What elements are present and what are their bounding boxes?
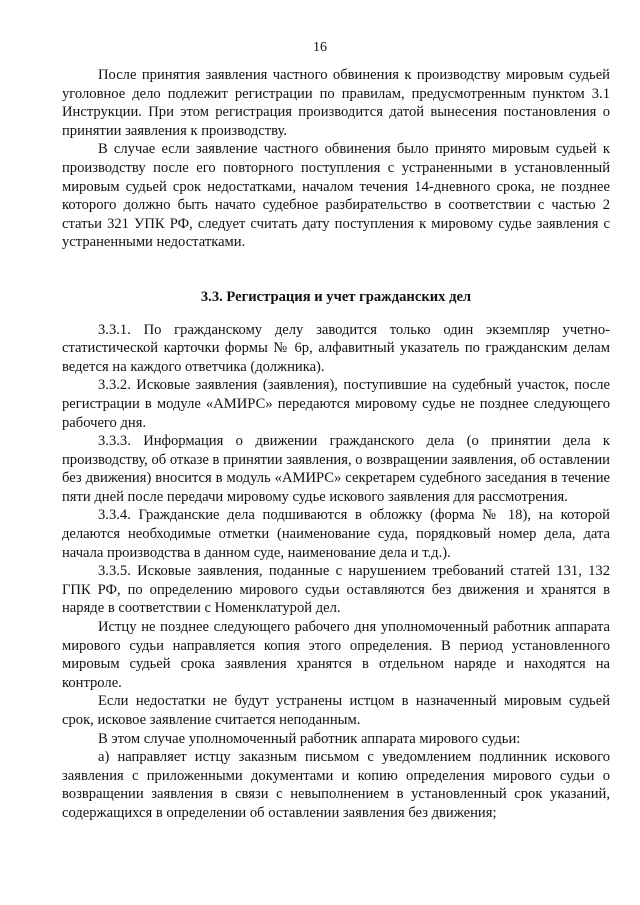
paragraph: В случае если заявление частного обвинения было принято мировым судьей к производству после его повторного поступления с устраненными в установленный мировым судьей срок недостатками, началом течения 14-дневного срока, не позднее которого должно быть начато судебное разбирательство в соответствии с частью 2 статьи 321 УПК РФ, следует считать дату поступления к мировому судье заявления с устраненными недостатками.	[62, 141, 610, 251]
paragraph: 3.3.1. По гражданскому делу заводится только один экземпляр учетно-статистической карточки формы № 6р, алфавитный указатель по гражданским делам ведется на каждого ответчика (должника).	[62, 321, 610, 375]
paragraph: В этом случае уполномоченный работник аппарата мирового судьи:	[98, 730, 521, 747]
page-content	[62, 66, 610, 823]
paragraph: После принятия заявления частного обвинения к производству мировым судьей уголовное дело подлежит регистрации по правилам, предусмотренным пунктом 3.1 Инструкции. При этом регистрация производится датой вынесения постановления о принятии заявления к производству.	[62, 67, 610, 139]
paragraph: Если недостатки не будут устранены истцом в назначенный мировым судьей срок, исковое заявление считается неподанным.	[62, 693, 610, 728]
paragraph: а) направляет истцу заказным письмом с уведомлением подлинник искового заявления с приложенными документами и копию определения мирового судьи о возвращении заявления в связи с невыполнением в установленный срок указаний, содержащихся в определении об оставлении заявления без движения;	[62, 749, 610, 821]
paragraph: 3.3.2. Исковые заявления (заявления), поступившие на судебный участок, после регистрации в модуле «АМИРС» передаются мировому судье не позднее следующего рабочего дня.	[62, 377, 610, 431]
paragraph: 3.3.4. Гражданские дела подшиваются в обложку (форма № 18), на которой делаются необходимые отметки (наименование суда, порядковый номер дела, дата начала производства в данном суде, наименование дела и т.д.).	[62, 507, 610, 561]
page-number: 16	[313, 40, 327, 55]
paragraph: Истцу не позднее следующего рабочего дня уполномоченный работник аппарата мирового судьи направляется копия этого определения. В период установленного мировым судьей срока заявления хранятся в отдельном наряде и находятся на контроле.	[62, 619, 610, 691]
paragraph: 3.3.3. Информация о движении гражданского дела (о принятии дела к производству, об отказе в принятии заявления, о возвращении заявления, об оставлении без движения) вносится в модуль «АМИРС» секретарем судебного заседания в течение пяти дней после передачи мировому судье искового заявления для рассмотрения.	[62, 433, 610, 505]
section-title: 3.3. Регистрация и учет гражданских дел	[200, 288, 472, 305]
paragraph: 3.3.5. Исковые заявления, поданные с нарушением требований статей 131, 132 ГПК РФ, по определению мирового судьи оставляются без движения и хранятся в наряде в соответствии с Номенклатурой дел.	[62, 563, 610, 617]
